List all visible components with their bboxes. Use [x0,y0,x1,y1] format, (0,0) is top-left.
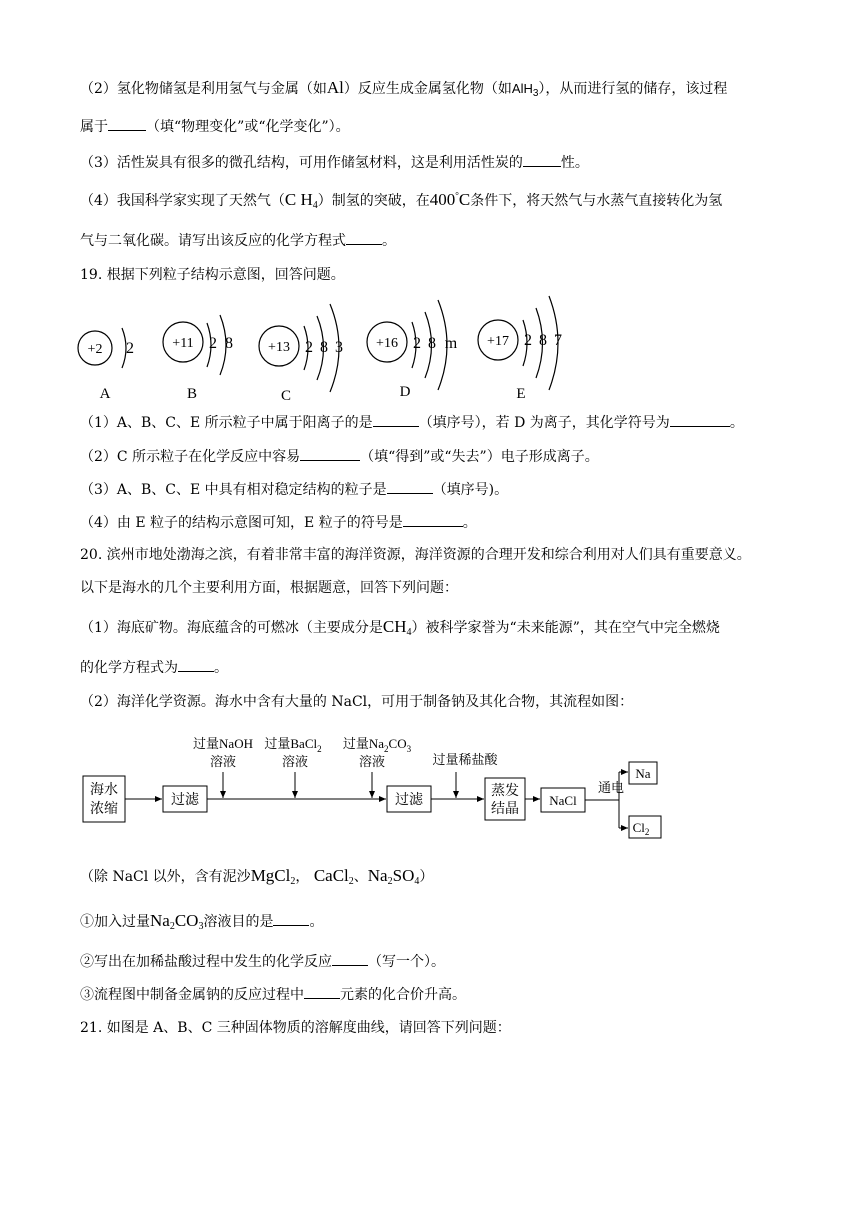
svg-text:溶液: 溶液 [358,754,386,769]
particle-label: A [99,386,111,402]
q19-sub3: （3）A、B、C、E 中具有相对稳定结构的粒子是 （填序号)。 [80,479,508,500]
answer-blank[interactable] [108,116,146,131]
svg-text:过滤: 过滤 [171,793,199,808]
ch4-formula: C $H_4$ [284,190,318,211]
q19-sub4: （4）由 E 粒子的结构示意图可知，E 粒子的符号是 。 [80,512,477,533]
temperature-value: 400°C [429,190,471,209]
ch4-formula: $CH_4$ [382,617,412,638]
answer-blank[interactable] [387,479,433,494]
answer-blank[interactable] [523,152,561,167]
shell-electrons: 7 [554,332,562,349]
q21-title: 21. 如图是 A、B、C 三种固体物质的溶解度曲线，请回答下列问题： [80,1020,511,1036]
shell-electrons: 2 [413,335,421,352]
q20-part1-line2: 的化学方程式为 。 [80,657,228,678]
shell-electrons: 2 [126,340,134,357]
q20-part1-line1: （1）海底矿物。海底蕴含的可燃冰（主要成分是$CH_4$）被科学家誉为“未来能源”，其在空气中完全燃烧 [80,617,720,638]
q19-sub2: （2）C 所示粒子在化学反应中容易 （填“得到”或“失去”）电子形成离子。 [80,446,599,467]
particle-diagrams [70,290,590,405]
q20-intro-line1: 20. 滨州市地处渤海之滨，有着非常丰富的海洋资源，海洋资源的合理开发和综合利用对人们具有重要意义。 [80,547,751,563]
answer-blank[interactable] [670,412,730,427]
nucleus-charge: +16 [376,336,398,351]
particle-a [78,328,134,402]
alh3-formula: AlH$_3$ [511,81,539,99]
aluminum-symbol: Al [326,78,344,97]
particle-label: D [399,384,411,400]
reagent-bacl2: 过量BaCl$_2$ [264,736,322,754]
shell-electrons: 2 [524,332,532,349]
q20-impurity-note: （除 NaCl 以外，含有泥沙MgCl$_2$， CaCl$_2$、$Na_2SO_4$） [80,866,434,887]
reagent-naoh: 过量NaOH [193,736,253,751]
q18-part2-line1: （2）氢化物储氢是利用氢气与金属（如Al）反应生成金属氢化物（如AlH$_3$），从而进行氢的储存，该过程 [80,78,728,99]
answer-blank[interactable] [332,951,368,966]
particle-label: E [516,386,526,402]
answer-blank[interactable] [373,412,419,427]
nucleus-charge: +11 [172,336,194,351]
shell-electrons: 2 [209,335,217,352]
shell-electrons: 8 [428,335,436,352]
q20-part2: （2）海洋化学资源。海水中含有大量的 NaCl，可用于制备钠及其化合物，其流程如图： [80,694,634,710]
svg-text:Na: Na [635,766,651,781]
shell-electrons: 3 [335,339,343,356]
answer-blank[interactable] [403,512,463,527]
shell-electrons: m [444,335,458,352]
q19-sub1: （1）A、B、C、E 所示粒子中属于阳离子的是 （填序号），若 D 为离子，其化学符号为 。 [80,412,744,433]
svg-text:蒸发: 蒸发 [491,784,519,799]
particle-c [259,304,343,404]
svg-text:溶液: 溶液 [281,754,309,769]
q20-question-ii: ②写出在加稀盐酸过程中发生的化学反应 （写一个）。 [80,951,445,972]
q18-part3: （3）活性炭具有很多的微孔结构，可用作储氢材料，这是利用活性炭的 性。 [80,152,589,173]
particle-b [163,315,233,402]
answer-blank[interactable] [304,984,340,999]
shell-electrons: 8 [539,332,547,349]
particle-d [367,300,458,400]
shell-electrons: 2 [305,339,313,356]
shell-electrons: 8 [320,339,328,356]
particle-label: B [186,386,198,402]
particle-e [478,296,562,402]
svg-text:结晶: 结晶 [491,802,519,817]
q18-part4-line2: 气与二氧化碳。请写出该反应的化学方程式 。 [80,230,396,251]
svg-text:过滤: 过滤 [395,793,423,808]
reagent-na2co3: 过量$Na_2CO_3$ [342,736,412,754]
answer-blank[interactable] [346,230,382,245]
reagent-hcl: 过量稀盐酸 [432,752,498,767]
answer-blank[interactable] [273,911,309,926]
particle-label: C [280,388,292,404]
nucleus-charge: +13 [268,340,290,355]
q19-title: 19. 根据下列粒子结构示意图，回答问题。 [80,267,345,283]
svg-text:Cl2: $Cl_2$ [632,820,650,837]
q20-question-iii: ③流程图中制备金属钠的反应过程中 元素的化合价升高。 [80,984,466,1005]
electrolysis-label: 通电 [597,780,625,795]
nacl-flowchart [75,728,675,844]
svg-text:浓缩: 浓缩 [90,802,118,817]
q20-intro-line2: 以下是海水的几个主要利用方面，根据题意，回答下列问题： [80,580,458,596]
svg-text:溶液: 溶液 [209,754,237,769]
svg-text:NaCl: NaCl [549,793,577,808]
nucleus-charge: +17 [487,334,509,349]
answer-blank[interactable] [300,446,360,461]
shell-electrons: 8 [225,335,233,352]
q18-part2-line2: 属于 （填“物理变化”或“化学变化”）。 [80,116,350,137]
svg-text:海水: 海水 [90,783,118,798]
q20-question-i: ①加入过量$Na_2CO_3$溶液目的是 。 [80,911,324,932]
q18-part4-line1: （4）我国科学家实现了天然气（C $H_4$）制氢的突破，在400°C条件下，将天然气与水蒸气直接转化为氢 [80,190,723,211]
answer-blank[interactable] [178,657,214,672]
nucleus-charge: +2 [87,342,103,357]
